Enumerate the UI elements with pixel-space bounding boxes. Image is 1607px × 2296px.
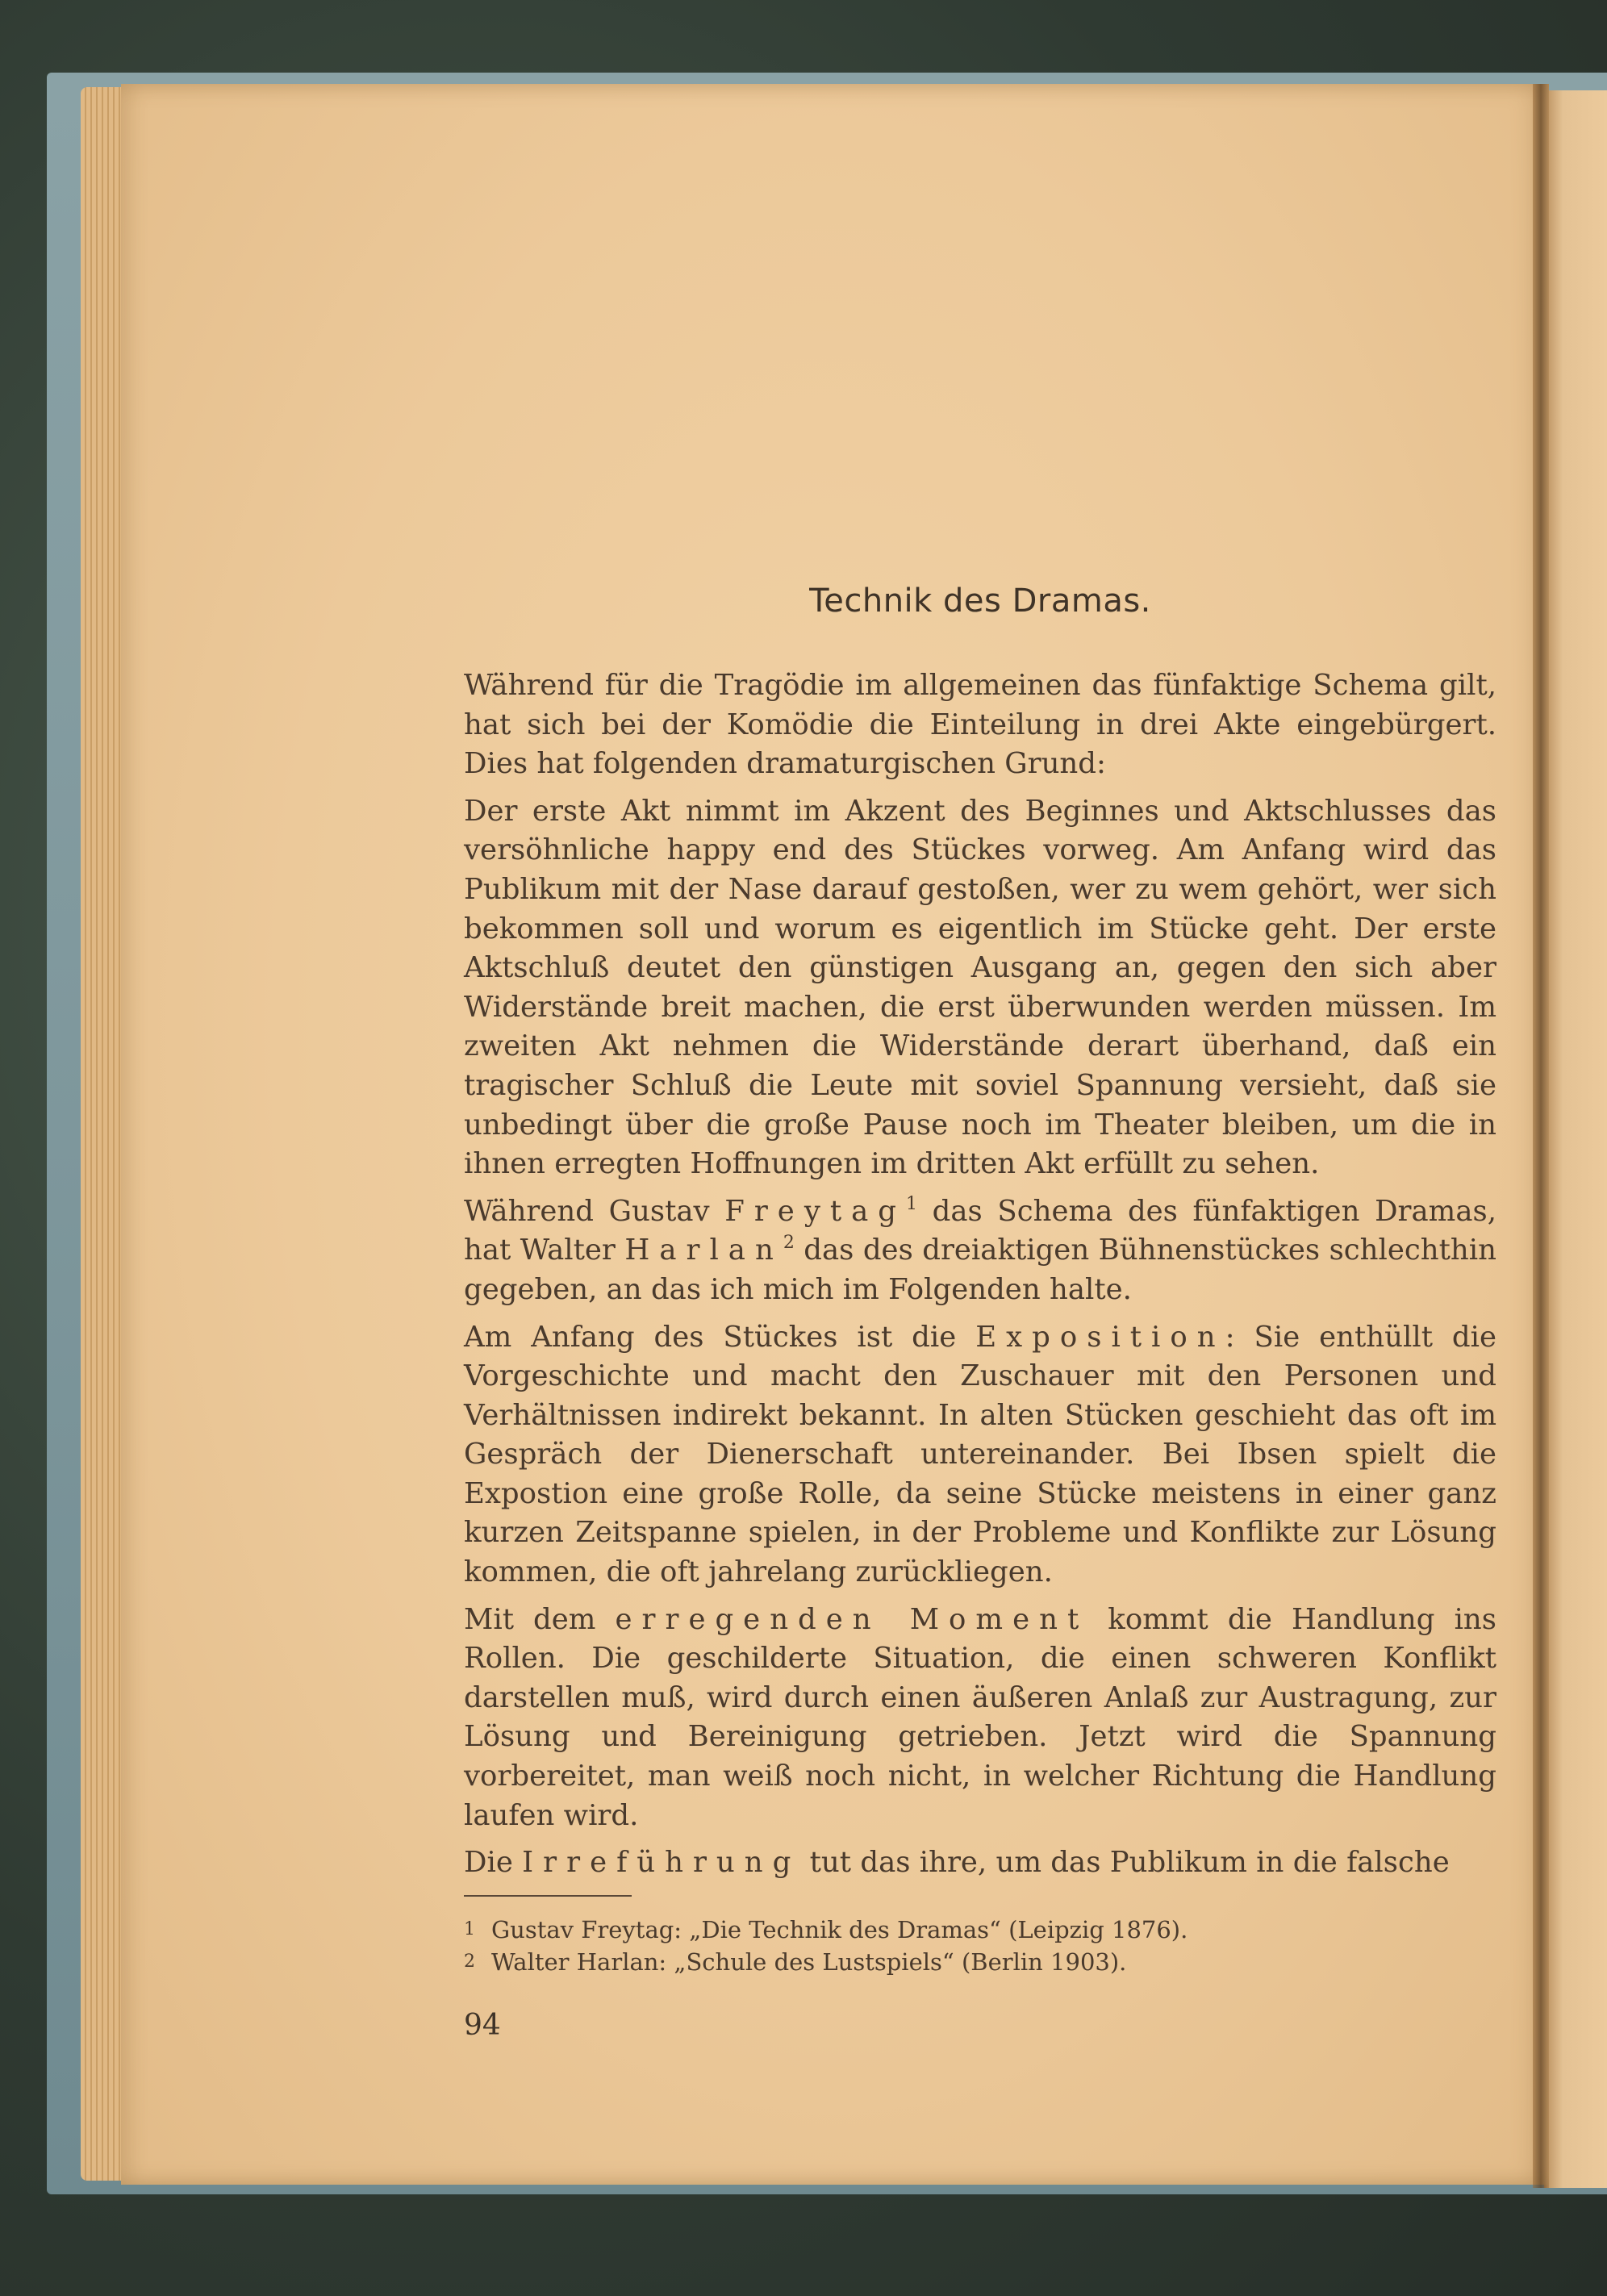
spaced-term-irrefuehrung: Irreführung [522,1846,801,1880]
paragraph-1: Während für die Tragödie im allgemeinen das fünfaktige Schema gilt, hat sich bei der Komödie die Einteilung in drei Akte eingebürgert. Dies hat folgenden dramaturgischen Grund: [464,669,1496,781]
text-span: das Schema des fünfaktigen Dramas, hat Walter [464,1194,1496,1267]
text-span: Mit dem [464,1602,616,1636]
book-page [121,84,1549,2185]
next-page-edge [1544,90,1607,2188]
paragraph-2: Der erste Akt nimmt im Akzent des Beginnes und Aktschlusses das versöhnliche happy end des Stückes vorweg. Am Anfang wird das Publikum mit der Nase darauf gestoßen, wer zu wem gehört, wer sich bekommen soll und worum es eigentlich im Stücke geht. Der erste Aktschluß deutet den günstigen Ausgang an, gegen den sich aber Widerstände breit machen, die erst überwunden werden müssen. Im zweiten Akt nehmen die Widerstände derart überhand, daß ein tragischer Schluß die Leute mit soviel Spannung versieht, daß sie unbedingt über die große Pause noch im Theater bleiben, um die in ihnen erregten Hoffnungen im dritten Akt erfüllt zu sehen. [464,794,1496,1181]
text-span: : Sie enthüllt die Vorgeschichte und macht den Zuschauer mit den Personen und Verhältnissen indirekt bekannt. In alten Stücken geschieht das oft im Gespräch der Dienerschaft untereinander. Bei Ibsen spielt die Expostion eine große Rolle, da seine Stücke meistens in einer ganz kurzen Zeitspanne spielen, in der Probleme und Konflikte zur Lösung kommen, die oft jahrelang zurückliegen. [464,1320,1496,1589]
footnote-ref-1: 1 [906,1193,918,1214]
text-span: kommt die Handlung ins Rollen. Die geschilderte Situation, die einen schweren Konflikt darstellen muß, wird durch einen äußeren Anlaß zur Austragung, zur Lösung und Bereinigung getrieben. Jetzt wird die Spannung vorbereitet, man weiß noch nicht, in welcher Richtung die Handlung laufen wird. [464,1602,1497,1832]
spaced-name-freytag: Freytag [724,1194,907,1228]
footnote-ref-2: 2 [783,1233,795,1254]
spaced-name-harlan: Harlan [624,1234,783,1267]
paragraph-3 [464,1192,1496,1310]
spaced-term-exposition: Exposition [975,1320,1225,1354]
body-text [464,666,1496,1891]
footnote-mark: 2 [464,1952,475,1972]
paragraph-4 [464,1318,1496,1593]
footnote-mark: 1 [464,1919,475,1939]
text-span: Während Gustav [464,1194,725,1228]
text-span: tut das ihre, um das Publikum in die falsche [800,1846,1450,1880]
text-span: Am Anfang des Stückes ist die [464,1320,976,1354]
footnote-text: Walter Harlan: „Schule des Lustspiels“ (Berlin 1903). [491,1948,1127,1976]
footnote-text: Gustav Freytag: „Die Technik des Dramas“ (Leipzig 1876). [491,1916,1188,1943]
footnotes [464,1914,1496,1978]
paragraph-5 [464,1601,1496,1836]
chapter-title: Technik des Dramas. [809,582,1151,620]
footnote-1 [464,1914,1496,1946]
paragraph-6 [464,1843,1496,1883]
footnote-2 [464,1946,1496,1978]
text-span: das des dreiaktigen Bühnenstückes schlechthin gegeben, an das ich mich im Folgenden halte. [464,1234,1497,1306]
page-number: 94 [464,2009,501,2042]
footnote-divider [464,1895,632,1897]
text-span: Die [464,1846,523,1880]
spine-gutter [1533,84,1549,2188]
spaced-term-moment: erregenden Moment [615,1602,1089,1636]
